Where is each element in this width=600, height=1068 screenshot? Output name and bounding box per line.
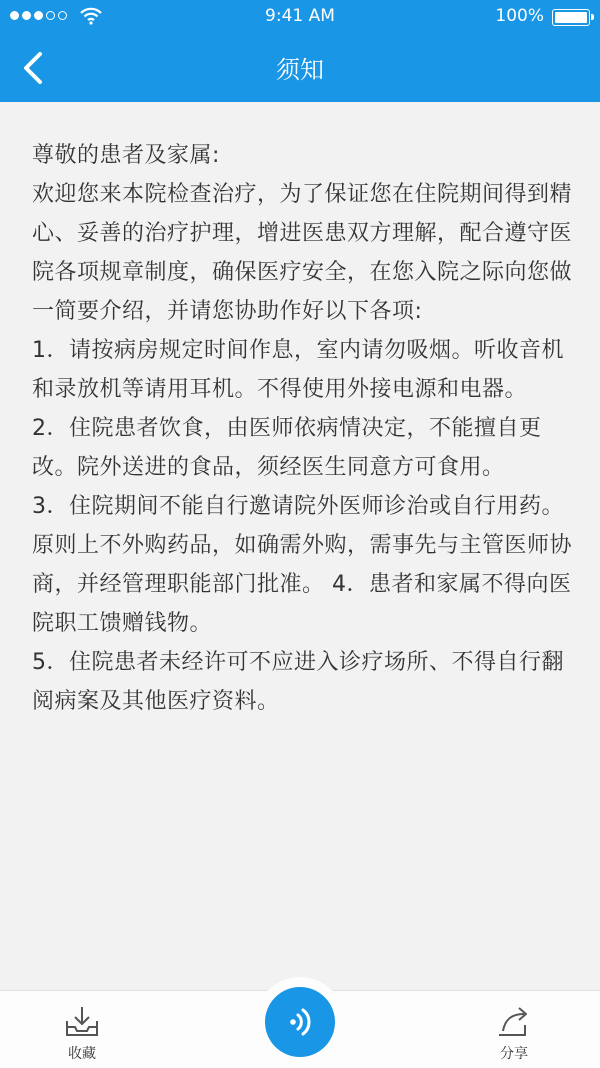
share-button[interactable] bbox=[474, 991, 554, 1068]
audio-play-button[interactable] bbox=[265, 987, 335, 1057]
notice-content bbox=[32, 136, 572, 721]
battery-percent: 100% bbox=[495, 6, 544, 26]
collect-button[interactable] bbox=[42, 991, 122, 1068]
collect-label: 收藏 bbox=[68, 1046, 96, 1062]
notice-item: 3．住院期间不能自行邀请院外医师诊治或自行用药。原则上不外购药品，如确需外购，需事先与主管医师协商，并经管理职能部门批准。 4．患者和家属不得向医院职工馈赠钱物。 bbox=[32, 494, 573, 636]
nav-header bbox=[0, 0, 600, 102]
battery-icon bbox=[552, 9, 590, 26]
notice-intro: 欢迎您来本院检查治疗，为了保证您在住院期间得到精心、妥善的治疗护理，增进医患双方理解，配合遵守医院各项规章制度，确保医疗安全，在您入院之际向您做一简要介绍，并请您协助作好以下各项: bbox=[32, 182, 573, 324]
notice-greeting: 尊敬的患者及家属: bbox=[32, 143, 220, 168]
status-time: 9:41 AM bbox=[265, 6, 335, 26]
notice-item: 5．住院患者未经许可不应进入诊疗场所、不得自行翻阅病案及其他医疗资料。 bbox=[32, 650, 564, 714]
download-tray-icon bbox=[64, 1005, 100, 1039]
notice-item: 1．请按病房规定时间作息，室内请勿吸烟。听收音机和录放机等请用耳机。不得使用外接电源和电器。 bbox=[32, 338, 564, 402]
page-title: 须知 bbox=[276, 56, 324, 84]
sound-wave-icon bbox=[282, 1004, 318, 1040]
share-icon bbox=[496, 1005, 532, 1039]
share-label: 分享 bbox=[500, 1046, 528, 1062]
status-bar bbox=[0, 0, 600, 34]
notice-item: 2．住院患者饮食，由医师依病情决定，不能擅自更改。院外送进的食品，须经医生同意方可食用。 bbox=[32, 416, 542, 480]
